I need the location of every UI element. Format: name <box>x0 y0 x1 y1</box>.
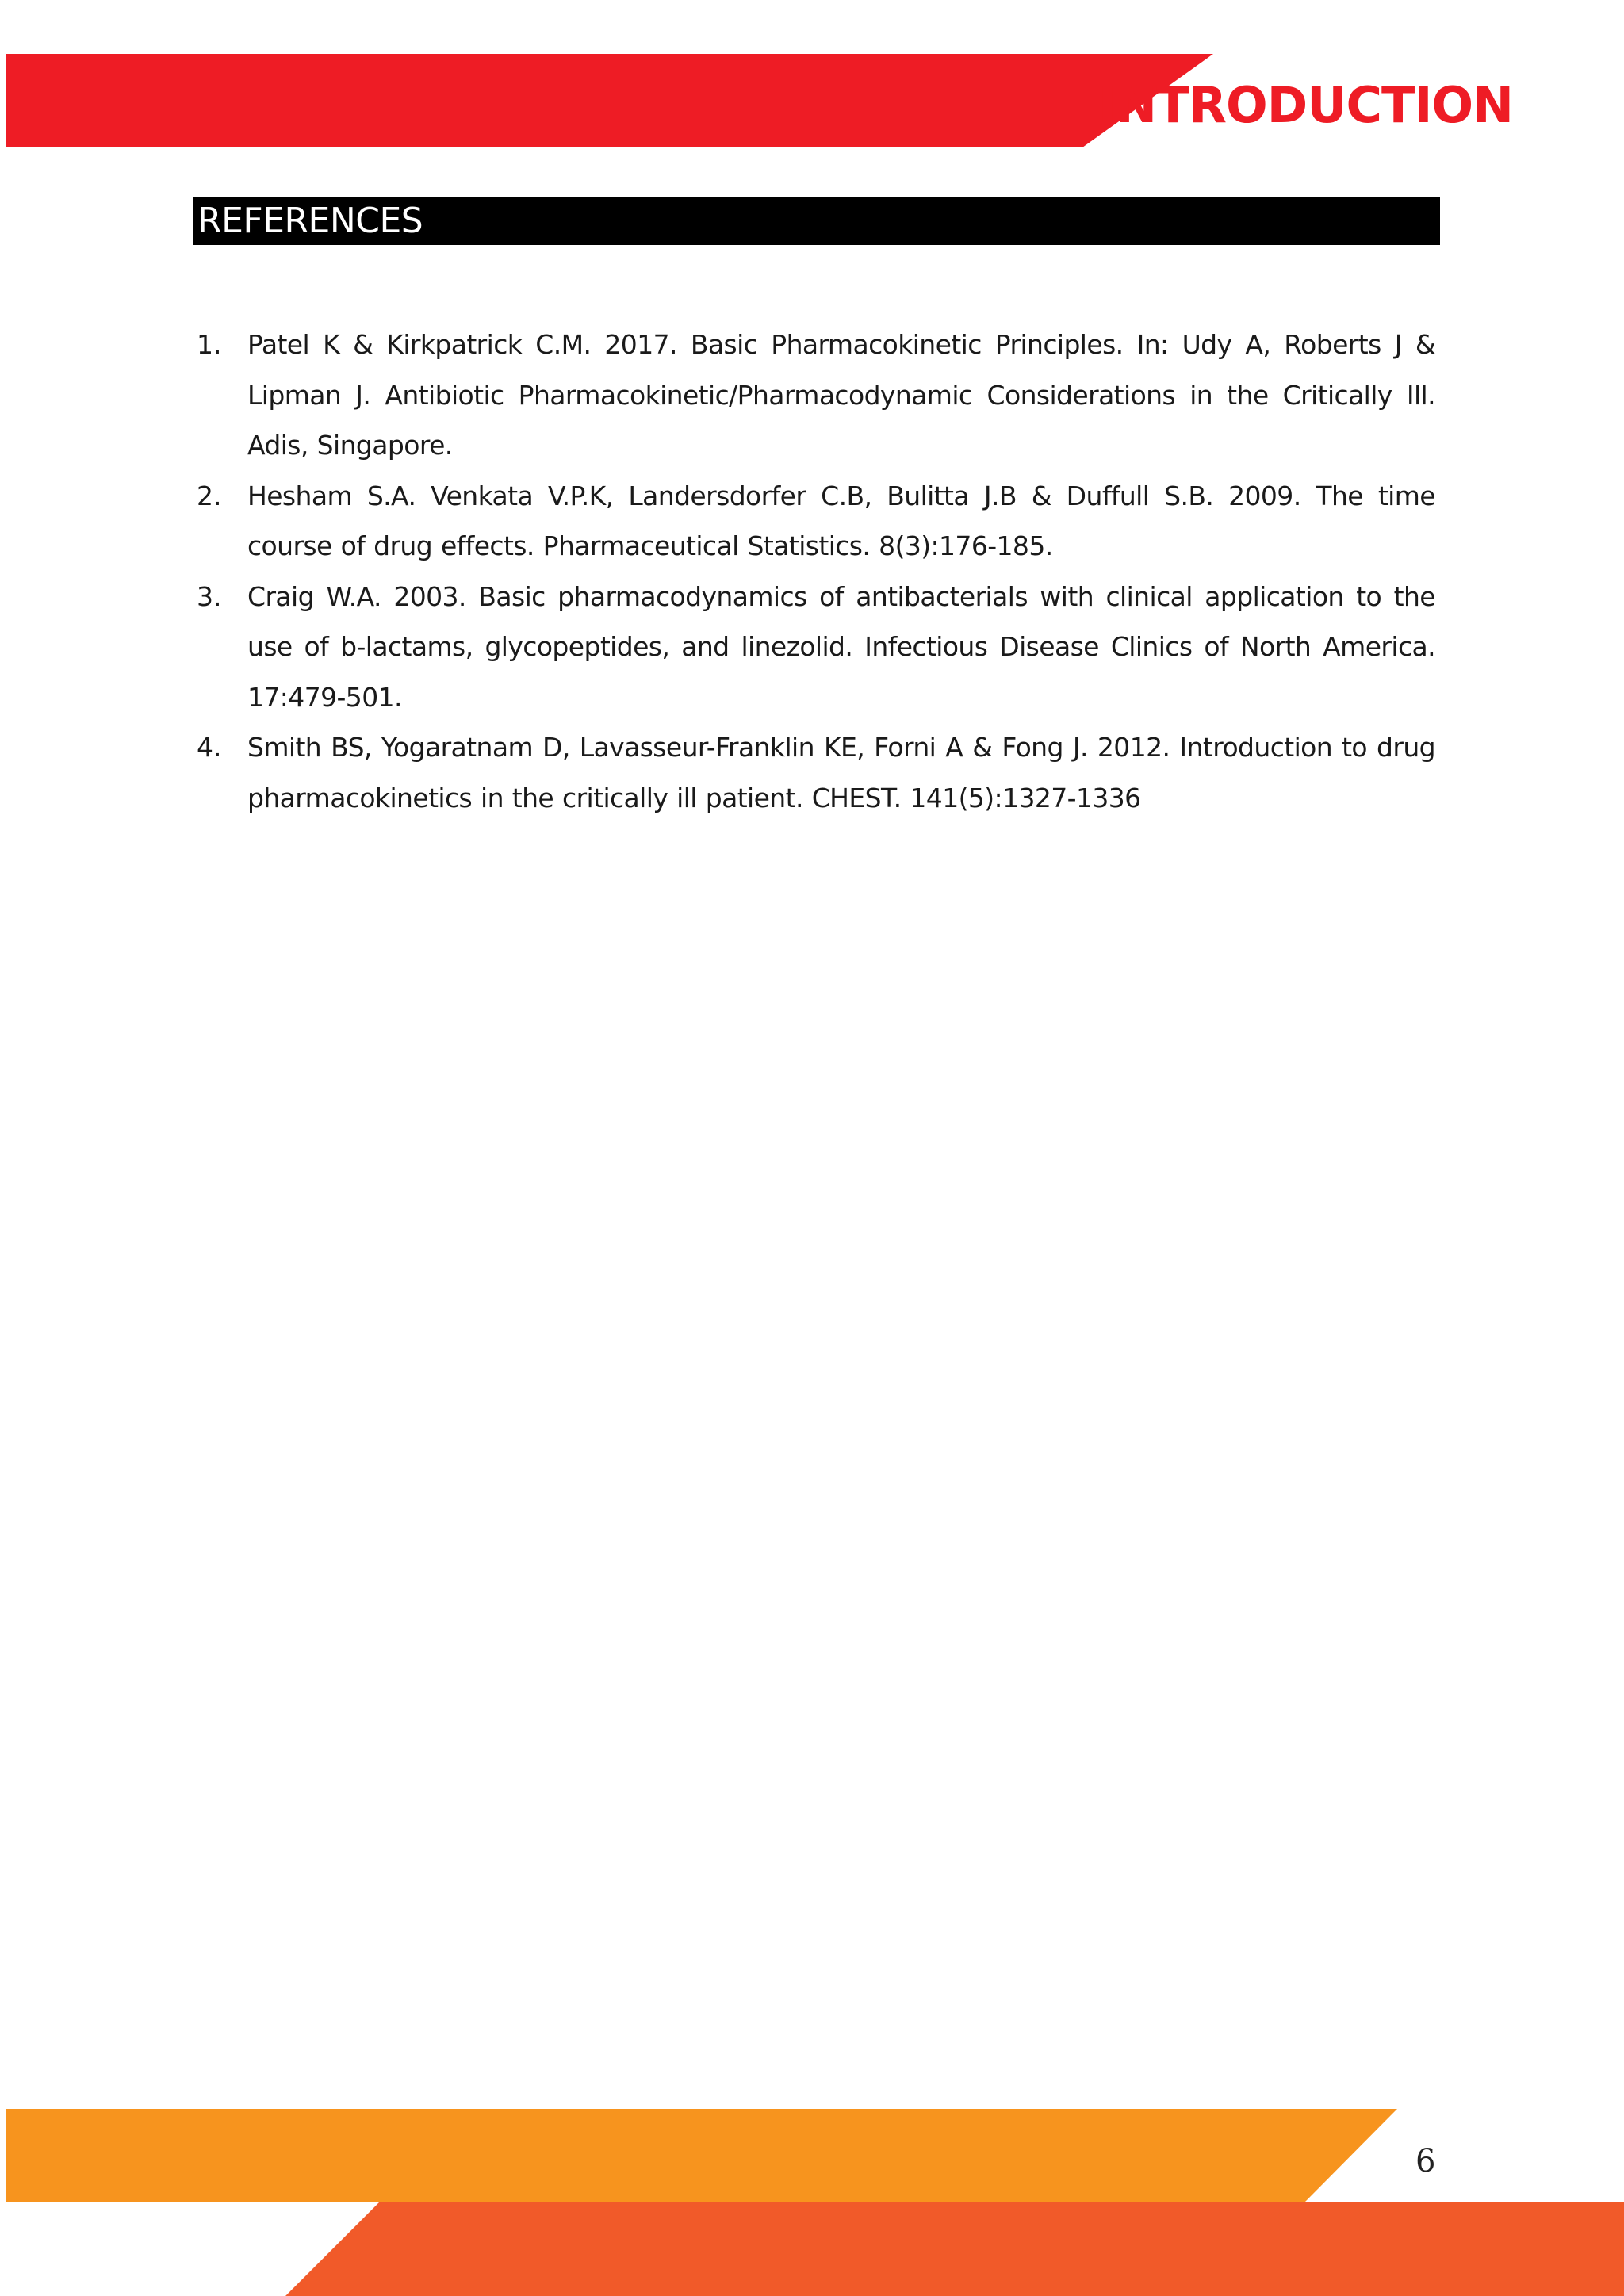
footer-banner <box>0 2101 1624 2296</box>
reference-item-2 <box>197 471 1435 572</box>
reference-number: 3. <box>197 580 222 612</box>
reference-number: 4. <box>197 732 222 763</box>
reference-text: Smith BS, Yogaratnam D, Lavasseur-Franklin KE, Forni A & Fong J. 2012. Introduction to drug pharmacokinetics in the critically ill patient. CHEST. 141(5):1327-1336 <box>247 732 1435 813</box>
reference-text: Craig W.A. 2003. Basic pharmacodynamics of antibacterials with clinical application to the use of b-lactams, glycopeptides, and linezolid. Infectious Disease Clinics of North America. 17:479-501. <box>247 580 1435 713</box>
reference-item-4 <box>197 722 1435 823</box>
footer-orange-stripe <box>6 2109 1397 2202</box>
references-list <box>197 320 1435 823</box>
footer-red-orange-stripe <box>285 2202 1624 2296</box>
references-heading-bar <box>193 197 1440 245</box>
reference-item-3 <box>197 572 1435 723</box>
reference-item-1 <box>197 320 1435 471</box>
section-title: INTRODUCTION <box>1098 76 1513 134</box>
reference-text: Patel K & Kirkpatrick C.M. 2017. Basic Pharmacokinetic Principles. In: Udy A, Roberts J & Lipman J. Antibiotic Pharmacokinetic/Pharmacodynamic Considerations in the Critically Ill. Adis, Singapore. <box>247 329 1435 461</box>
reference-number: 2. <box>197 480 222 511</box>
reference-number: 1. <box>197 329 222 360</box>
reference-text: Hesham S.A. Venkata V.P.K, Landersdorfer C.B, Bulitta J.B & Duffull S.B. 2009. The time course of drug effects. Pharmaceutical Statistics. 8(3):176-185. <box>247 480 1435 561</box>
references-heading: REFERENCES <box>197 201 423 241</box>
header-red-stripe <box>6 54 1213 147</box>
page-number: 6 <box>1415 2143 1436 2179</box>
